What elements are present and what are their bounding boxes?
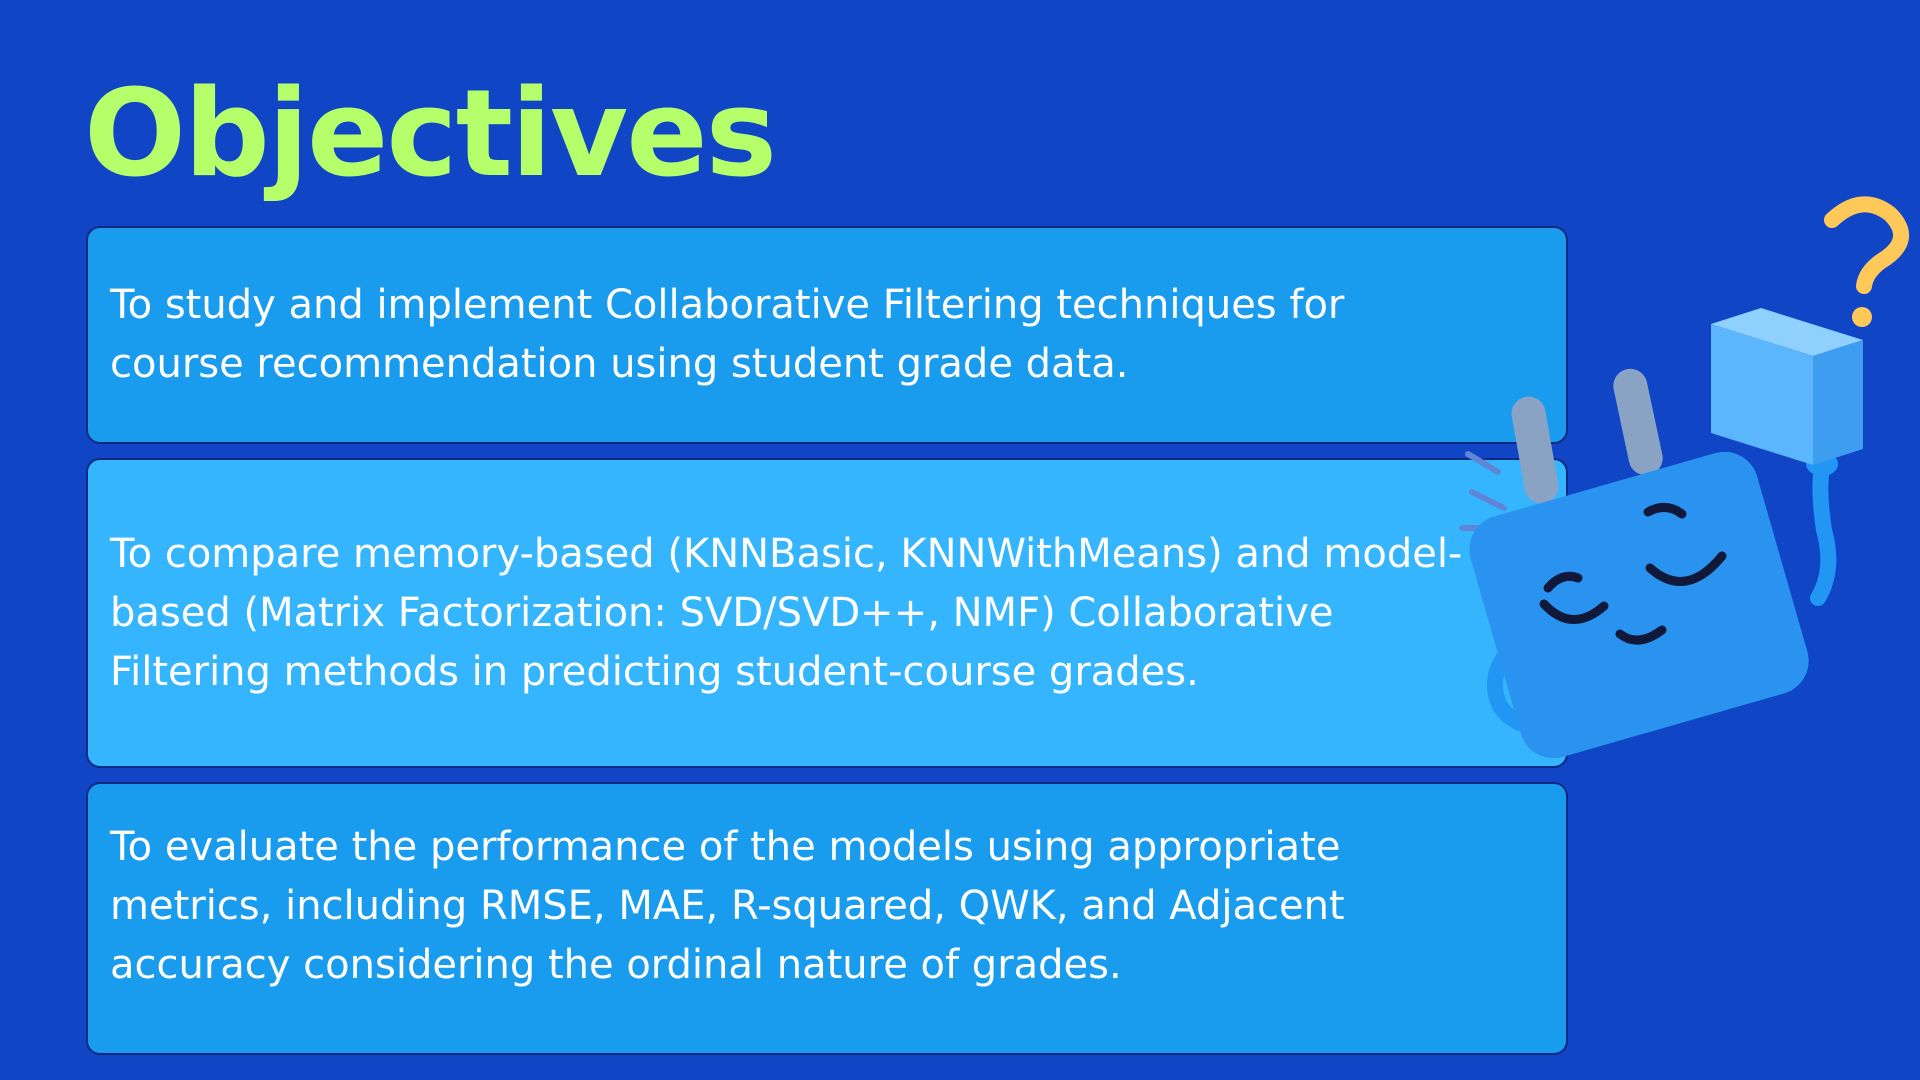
objective-text-2: To compare memory-based (KNNBasic, KNNWithMeans) and model-based (Matrix Factorization: SVD/SVD++, NMF) Collaborative Filtering methods in predicting student-course grades. [110,530,1463,695]
objective-card-1 [86,226,1568,444]
objective-text-3: To evaluate the performance of the models using appropriate metrics, including RMSE, MAE, R-squared, QWK, and Adjacent accuracy considering the ordinal nature of grades. [110,824,1345,988]
objective-text-1: To study and implement Collaborative Filtering techniques for course recommendation using student grade data. [110,282,1345,387]
cube-icon [1711,308,1863,465]
slide-title: Objectives [84,65,776,204]
question-mark-icon [1832,204,1901,327]
objective-card-2 [86,458,1568,768]
objective-card-3 [86,782,1568,1055]
plug-mascot-icon [1400,190,1920,770]
